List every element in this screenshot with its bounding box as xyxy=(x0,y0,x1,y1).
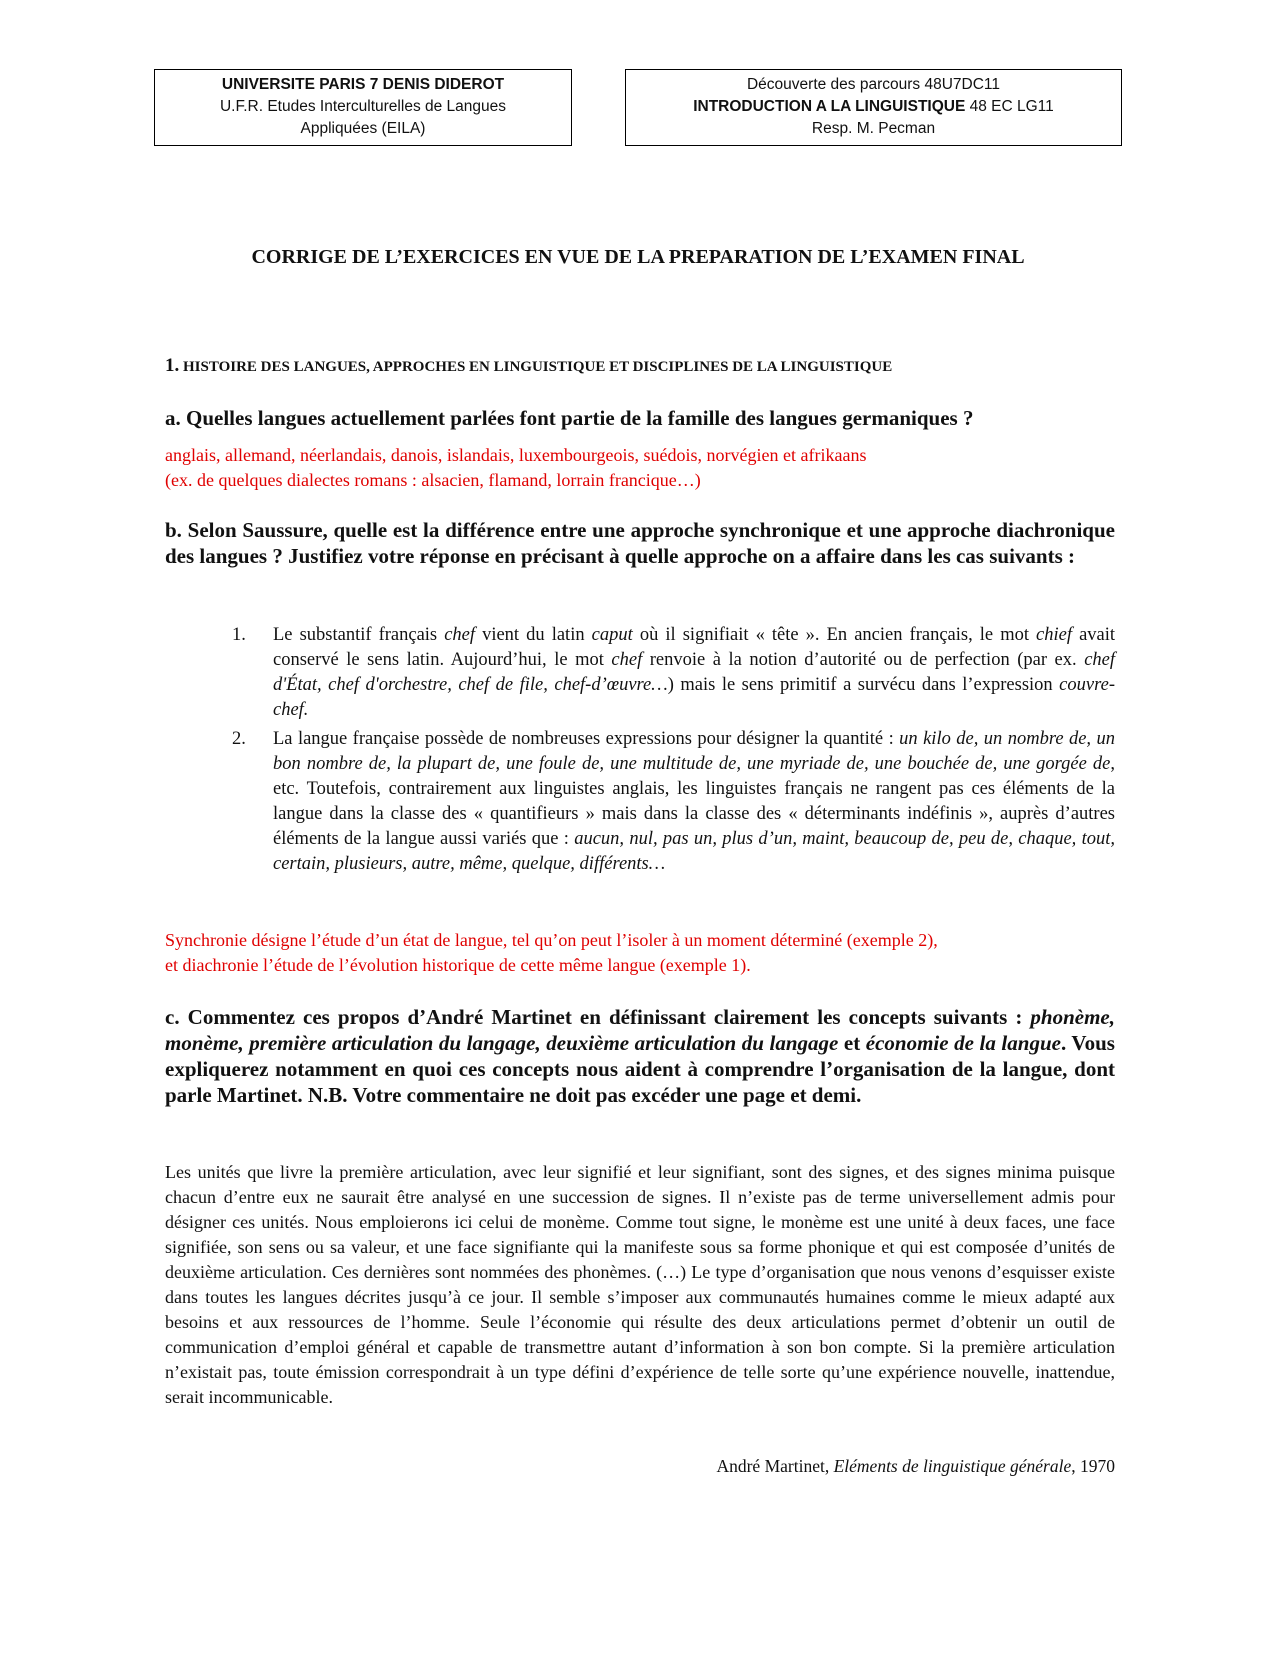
item1-text-part: avait conservé le sens latin. Aujourd’hui, le mot xyxy=(273,625,1116,670)
course-responsible: Resp. M. Pecman xyxy=(811,120,936,137)
item1-text-part: vient du latin xyxy=(475,625,592,645)
course-title: INTRODUCTION A LA LINGUISTIQUE xyxy=(693,98,966,115)
citation-author: André Martinet, xyxy=(716,1456,834,1476)
section-1-number: 1. xyxy=(165,355,180,376)
question-c-italic-part: économie de la langue xyxy=(865,1031,1061,1055)
answer-b xyxy=(165,928,1115,978)
page-title: CORRIGE DE L’EXERCICES EN VUE DE LA PREPARATION DE L’EXAMEN FINAL xyxy=(251,246,1025,268)
question-c-text-part: et xyxy=(838,1031,866,1055)
course-title-line xyxy=(634,96,1113,118)
list-item-2 xyxy=(232,727,1115,877)
course-header-box xyxy=(625,69,1122,146)
question-a: a. Quelles langues actuellement parlées font partie de la famille des langues germaniques ? xyxy=(165,406,974,430)
item1-italic-part: chef xyxy=(444,625,476,645)
course-line: Découverte des parcours 48U7DC11 xyxy=(746,76,1000,93)
answer-b-line-2: et diachronie l’étude de l’évolution historique de cette même langue (exemple 1). xyxy=(165,955,751,975)
question-c-italic-part: phonème, monème, première articulation du langage, deuxième articulation du langage xyxy=(165,1005,1115,1055)
item1-text-part: renvoie à la notion d’autorité ou de perfection (par ex. xyxy=(642,650,1085,670)
martinet-quote: Les unités que livre la première articulation, avec leur signifié et leur signifiant, sont des signes, et des signes minima puisque chacun d’entre eux ne saurait être analysé en une succession de signes. Il n’existe pas de terme universellement admis pour désigner ces unités. Nous emploierons ici celui de monème. Comme tout signe, le monème est une unité à deux faces, une face signifiée, son sens ou sa valeur, et une face signifiante qui la manifeste sous sa forme phonique et qui est composée d’unités de deuxième articulation. Ces dernières sont nommées des phonèmes. (…) Le type d’organisation que nous venons d’esquisser existe dans toutes les langues décrites jusqu’à ce jour. Il semble s’imposer aux communautés humaines comme le mieux adapté aux besoins et aux ressources de l’homme. Seule l’économie qui résulte des deux articulations permet d’obtenir un outil de communication d’emploi général et capable de transmettre autant d’information à son bon compte. Si la première articulation n’existait pas, toute émission correspondrait à un type défini d’expérience de telle sorte qu’une expérience nouvelle, inattendue, serait incommunicable. xyxy=(165,1162,1115,1407)
item2-text-part: , etc. Toutefois, contrairement aux linguistes anglais, les linguistes français ne rangent pas ces éléments de la langue dans la classe des « quantifieurs » mais dans la classe des « déterminants indéfinis », auprès d’autres éléments de la langue aussi variés que : xyxy=(273,754,1115,849)
item1-italic-part: couvre-chef. xyxy=(273,675,1115,720)
item1-text-part: Le substantif français xyxy=(273,625,445,645)
quote-citation xyxy=(165,1456,1115,1477)
question-c-text-part: . Vous expliquerez notamment en quoi ces concepts nous aident à comprendre l’organisation de la langue, dont parle Martinet. N.B. Votre commentaire ne doit pas excéder une page et demi. xyxy=(165,1031,1115,1107)
citation-year: , 1970 xyxy=(1071,1456,1115,1476)
citation-work: Eléments de linguistique générale xyxy=(833,1456,1072,1476)
question-c-text-part: c. Commentez ces propos d’André Martinet en définissant clairement les concepts suivants : xyxy=(165,1005,1031,1029)
ufr-line-1: U.F.R. Etudes Interculturelles de Langues xyxy=(219,98,507,115)
section-1-title xyxy=(165,355,1125,377)
answer-a-line-2: (ex. de quelques dialectes romans : alsacien, flamand, lorrain francique…) xyxy=(165,470,701,490)
item1-italic-part: chief xyxy=(1036,625,1072,645)
question-c xyxy=(165,1004,1115,1108)
item2-italic-part: un kilo de, un nombre de, un bon nombre de, la plupart de, une foule de, une multitude de, une myriade de, une bouchée de, une gorgée de xyxy=(273,729,1115,774)
list-item-1-number: 1. xyxy=(232,625,246,645)
item1-italic-part: caput xyxy=(591,625,633,645)
answer-a xyxy=(165,443,1115,493)
list-item-2-text xyxy=(273,727,1115,877)
item2-text-part: La langue française possède de nombreuses expressions pour désigner la quantité : xyxy=(273,729,900,749)
list-item-1 xyxy=(232,623,1115,723)
university-name: UNIVERSITE PARIS 7 DENIS DIDEROT xyxy=(221,76,505,93)
item1-italic-part: chef d'État, chef d'orchestre, chef de file, chef-d’œuvre… xyxy=(273,650,1115,695)
university-header-box xyxy=(154,69,572,146)
list-item-2-number: 2. xyxy=(232,729,246,749)
item2-italic-part: aucun, nul, pas un, plus d’un, maint, beaucoup de, peu de, chaque, tout, certain, plusieurs, autre, même, quelque, différents… xyxy=(273,829,1116,874)
list-item-1-text xyxy=(273,623,1115,723)
item1-italic-part: chef xyxy=(611,650,643,670)
ufr-line-2: Appliquées (EILA) xyxy=(300,120,426,137)
item1-text-part: où il signifiait « tête ». En ancien français, le mot xyxy=(632,625,1037,645)
item1-text-part: ) mais le sens primitif a survécu dans l’expression xyxy=(667,675,1060,695)
question-b: b. Selon Saussure, quelle est la différence entre une approche synchronique et une approche diachronique des langues ? Justifiez votre réponse en précisant à quelle approche on a affaire dans les cas suivants : xyxy=(165,518,1115,568)
section-1-label: HISTOIRE DES LANGUES, APPROCHES EN LINGUISTIQUE ET DISCIPLINES DE LA LINGUISTIQUE xyxy=(179,359,893,375)
course-code: 48 EC LG11 xyxy=(965,98,1054,115)
answer-a-line-1: anglais, allemand, néerlandais, danois, islandais, luxembourgeois, suédois, norvégien et afrikaans xyxy=(165,445,867,465)
answer-b-line-1: Synchronie désigne l’étude d’un état de langue, tel qu’on peut l’isoler à un moment déterminé (exemple 2), xyxy=(165,930,938,950)
